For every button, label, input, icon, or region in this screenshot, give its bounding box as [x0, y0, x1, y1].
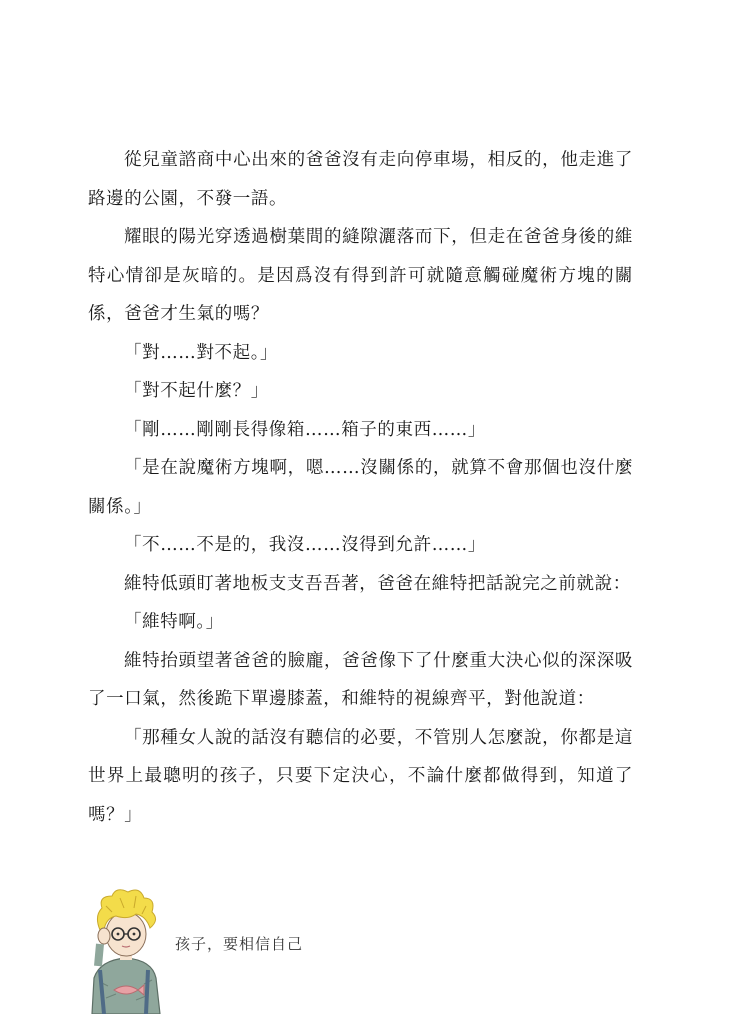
- paragraph: 「對……對不起。」: [124, 342, 279, 363]
- paragraph: 維特低頭盯著地板支支吾吾著，爸爸在維特把話說完之前就說：: [124, 573, 631, 594]
- paragraph: 「剛……剛剛長得像箱……箱子的東西……」: [124, 419, 486, 440]
- paragraph: 「對不起什麼？」: [124, 381, 269, 401]
- paragraph: 「那種女人說的話沒有聽信的必要，不管別人怎麼說，你都是這世界上最聰明的孩子，只要下定決心，不論什麼都做得到，知道了嗎？」: [88, 727, 633, 825]
- paragraph: 從兒童諮商中心出來的爸爸沒有走向停車場，相反的，他走進了路邊的公園，不發一語。: [88, 150, 633, 209]
- paragraph: 耀眼的陽光穿透過樹葉間的縫隙灑落而下，但走在爸爸身後的維特心情卻是灰暗的。是因爲沒有得到許可就隨意觸碰魔術方塊的關係，爸爸才生氣的嗎？: [88, 227, 633, 324]
- paragraph: 「是在說魔術方塊啊，嗯……沒關係的，就算不會那個也沒什麼關係。」: [88, 458, 633, 517]
- paragraph: 「不……不是的，我沒……沒得到允許……」: [124, 535, 486, 555]
- paragraph: 「維特啊。」: [124, 612, 224, 632]
- story-text: [88, 141, 633, 834]
- paragraph: 維特抬頭望著爸爸的臉龐，爸爸像下了什麼重大決心似的深深吸了一口氣，然後跪下單邊膝蓋，和維特的視線齊平，對他說道：: [88, 650, 633, 709]
- boy-illustration-icon: [86, 886, 166, 1014]
- illustration-caption: 孩子，要相信自己: [175, 935, 304, 953]
